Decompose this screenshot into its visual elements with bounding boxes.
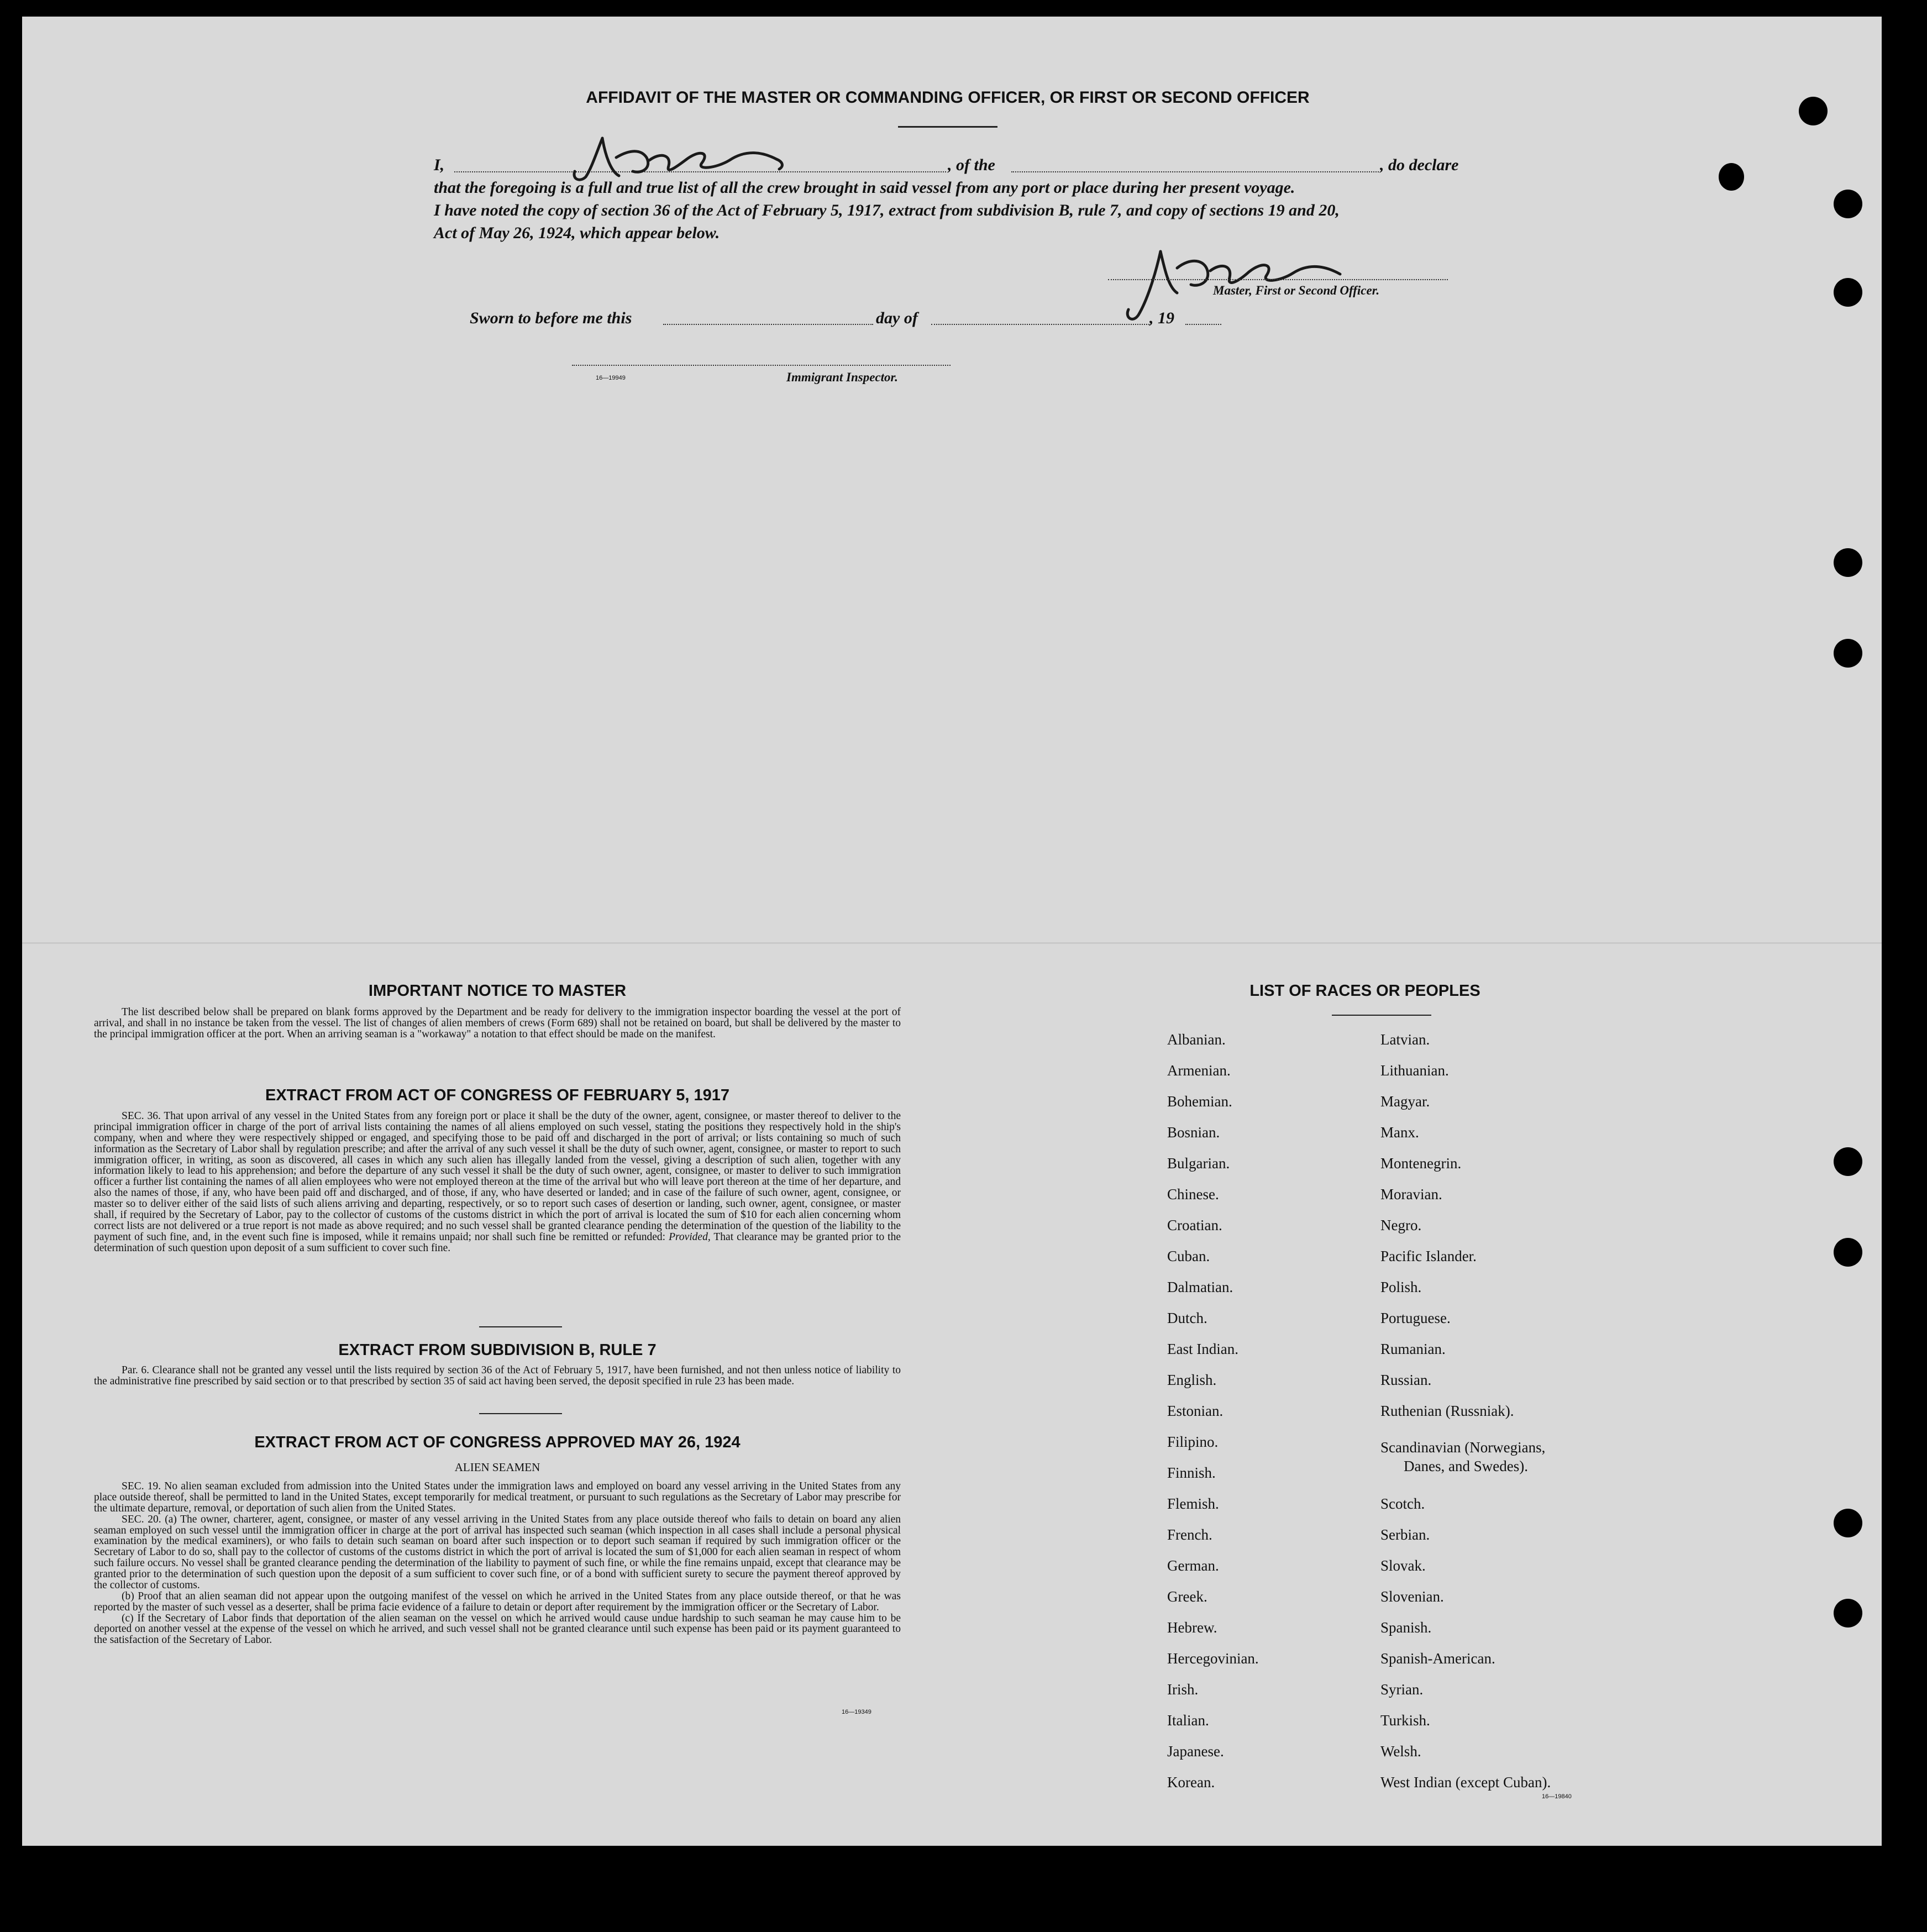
race-item: Chinese. [1167,1186,1219,1203]
race-item: Armenian. [1167,1062,1231,1079]
sworn-year-field[interactable] [1185,324,1221,325]
race-item: Korean. [1167,1774,1215,1791]
sec20b-body: (b) Proof that an alien seaman did not appear upon the outgoing manifest of the vessel on which he arrived in the United States from any place outside thereof, or that he was reported by the master of such vessel as a deserter, shall be prima facie evidence of a failure to detain or deport after requirement by the immigration officer or the Secretary of Labor. [94,1590,901,1613]
races-title: LIST OF RACES OR PEOPLES [1249,982,1480,1000]
race-item: Hebrew. [1167,1619,1217,1636]
race-item: Russian. [1380,1372,1432,1388]
race-item: Magyar. [1380,1093,1430,1110]
races-form-code: 16—19840 [1542,1793,1572,1800]
section-divider [479,1326,562,1327]
binder-hole [1799,97,1828,125]
affidavit-line3: I have noted the copy of section 36 of the Act of February 5, 1917, extract from subdivision B, rule 7, and copy of sections 19 and 20, [434,201,1340,219]
notice-body: The list described below shall be prepared on blank forms approved by the Department and be ready for delivery to the immigration inspector boarding the vessel at the port of arrival, and shall in no instance be taken from the vessel. The list of changes of alien members of crews (Form 689) shall not be retained on board, but shall be delivered by the master to the principal immigration officer at the port. When an arriving seaman is a "workaway" a notation to that effect should be made on the manifest. [94,1006,901,1040]
race-item: Croatian. [1167,1217,1222,1233]
race-item: Serbian. [1380,1526,1430,1543]
binder-hole [1834,278,1862,307]
race-item: Estonian. [1167,1403,1224,1419]
race-item: Latvian. [1380,1031,1430,1048]
race-item: Japanese. [1167,1743,1224,1760]
race-item: Scandinavian (Norwegians, [1380,1439,1546,1456]
sec20c-body: (c) If the Secretary of Labor finds that deportation of the alien seaman on the vessel on which he arrived would cause undue hardship to such seaman he may cause him to be deported on another vessel at the expense of the vessel on which he arrived, and such vessel shall not be granted clearance until such expense has been paid or its payment guaranteed to the satisfaction of the Secretary of Labor. [94,1612,901,1646]
vessel-name-field[interactable] [1011,171,1379,172]
heading-rule [898,126,997,128]
extract-1924-subtitle: ALIEN SEAMEN [454,1461,540,1474]
race-item: German. [1167,1557,1219,1574]
notice-text [94,1007,901,1040]
binder-hole [1719,163,1744,191]
race-item: Pacific Islander. [1380,1248,1477,1264]
officer-caption: Master, First or Second Officer. [1213,284,1380,297]
binder-hole [1834,1238,1862,1267]
race-item: Manx. [1380,1124,1419,1141]
race-item: Spanish-American. [1380,1650,1495,1667]
proviso-word: Provided, [669,1231,711,1243]
extract-1917-title: EXTRACT FROM ACT OF CONGRESS OF FEBRUARY 5, 1917 [265,1086,730,1104]
race-item: Flemish. [1167,1495,1219,1512]
race-item: Slovak. [1380,1557,1426,1574]
binder-hole [1834,1599,1862,1628]
race-item: Bosnian. [1167,1124,1220,1141]
affidavit-line4: Act of May 26, 1924, which appear below. [434,224,720,242]
affidavit-line2: that the foregoing is a full and true list of all the crew brought in said vessel from any port or place during her present voyage. [434,179,1295,197]
section-divider [479,1413,562,1414]
sec20a-body: SEC. 20. (a) The owner, charterer, agent, consignee, or master of any vessel arriving in the United States from any place outside thereof who fails to detain on board any alien seaman employed on such vessel until the immigration officer in charge at the port of arrival has inspected such seaman (which inspection in all cases shall include a personal physical examination by the medical examiners), or who fails to detain such seaman on board after such inspection or to deport such seaman if required by such immigration officer or the Secretary of Labor to do so, shall pay to the collector of customs of the customs district in which the port of arrival is located the sum of $1,000 for each alien seaman in respect of whom such failure occurs. No vessel shall be granted clearance pending the determination of the liability to payment of such fine, or while the fine remains unpaid, except that clearance may be granted prior to the determination of such question upon the deposit of a sum sufficient to cover such fine, or of a bond with sufficient surety to secure the payment thereof approved by the collector of customs. [94,1513,901,1591]
inspector-caption: Immigrant Inspector. [786,370,898,384]
binder-hole [1834,1147,1862,1176]
rule7-title: EXTRACT FROM SUBDIVISION B, RULE 7 [338,1341,657,1359]
race-item: Spanish. [1380,1619,1432,1636]
race-item: Filipino. [1167,1434,1219,1450]
sec36-body: SEC. 36. That upon arrival of any vessel in the United States from any foreign port or place it shall be the duty of the owner, agent, consignee, or master thereof to deliver to the principal immigration officer in charge of the port of arrival lists containing the names of all aliens employed on such vessel, stating the positions they respectively hold in the ship's company, when and where they were respectively shipped or engaged, and specifying those to be paid off and discharged in the port of arrival; or lists containing so much of such information as the Secretary of Labor shall by regulation prescribe; and after the arrival of any such vessel it shall be the duty of such owner, agent, consignee, or master to report to such immigration officer, in writing, as soon as discovered, all cases in which any such alien has illegally landed from the vessel, giving a description of such alien, together with any information likely to lead to his apprehension; and before the departure of any such vessel it shall be the duty of such owner, agent, consignee, or master to deliver to such immigration officer a further list containing the names of all alien employees who were not employed thereon at the time of the arrival but who will leave port thereon at the time of her departure, and also the names of those, if any, who have been paid off and discharged, and of those, if any, who have deserted or landed; and in case of the failure of such owner, agent, consignee, or master so to deliver either of the said lists of such aliens arriving and departing, respectively, or so to report such cases of desertion or landing, such owner, agent, consignee, or master shall, if required by the Secretary of Labor, pay to the collector of customs of the customs district in which the port of arrival is located the sum of $10 for each alien concerning whom correct lists are not delivered or a true report is not made as above required; and no such vessel shall be granted clearance pending the determination of the question of the liability to the payment of such fine, and, in the event such fine is imposed, while it remains unpaid; nor shall such fine be remitted or refunded: [94,1110,901,1243]
race-item: Lithuanian. [1380,1062,1449,1079]
sworn-year: , 19 [1149,309,1174,327]
race-item: Bulgarian. [1167,1155,1230,1172]
affidavit-i: I, [434,156,445,174]
race-item: Welsh. [1380,1743,1421,1760]
race-item: English. [1167,1372,1217,1388]
officer-signature-line[interactable] [1108,279,1448,280]
sworn-day-field[interactable] [663,324,873,325]
race-item: Finnish. [1167,1464,1216,1481]
proviso-rest: That clearance may be granted prior to the determination of such question upon deposit of a sum sufficient to cover such fine. [94,1231,901,1254]
affidavit-heading: AFFIDAVIT OF THE MASTER OR COMMANDING OFFICER, OR FIRST OR SECOND OFFICER [586,88,1310,107]
extract-1924-title: EXTRACT FROM ACT OF CONGRESS APPROVED MAY 26, 1924 [254,1434,741,1451]
race-item: Polish. [1380,1279,1422,1295]
races-title-rule [1332,1015,1431,1016]
sworn-day-of: day of [876,309,918,327]
race-item: French. [1167,1526,1212,1543]
affidavit-of-the: , of the [948,156,995,174]
affidavit-form-code: 16—19949 [596,375,626,381]
race-item: Italian. [1167,1712,1209,1729]
race-item: Ruthenian (Russniak). [1380,1403,1514,1419]
race-item: Dalmatian. [1167,1279,1233,1295]
notice-title: IMPORTANT NOTICE TO MASTER [368,982,627,1000]
inspector-signature-line[interactable] [572,365,951,366]
race-item: Montenegrin. [1380,1155,1462,1172]
race-item: Portuguese. [1380,1310,1451,1326]
extract-form-code: 16—19349 [842,1709,871,1715]
race-item: Bohemian. [1167,1093,1232,1110]
race-item: Scotch. [1380,1495,1425,1512]
affidavit-do-declare: , do declare [1380,156,1459,174]
binder-hole [1834,190,1862,218]
race-item: West Indian (except Cuban). [1380,1774,1551,1791]
rule7-body: Par. 6. Clearance shall not be granted any vessel until the lists required by section 36 of the Act of February 5, 1917, have been furnished, and not then unless notice of liability to the administrative fine prescribed by said section or to that prescribed by section 35 of said act having been served, the deposit specified in rule 23 has been made. [94,1364,901,1387]
race-item: Negro. [1380,1217,1422,1233]
race-item: Greek. [1167,1588,1207,1605]
race-item: Rumanian. [1380,1341,1446,1357]
binder-hole [1834,1509,1862,1537]
race-item: East Indian. [1167,1341,1238,1357]
race-item: Danes, and Swedes). [1404,1458,1528,1474]
race-item: Slovenian. [1380,1588,1444,1605]
binder-hole [1834,548,1862,577]
race-item: Hercegovinian. [1167,1650,1259,1667]
extract-1924-text [94,1481,901,1646]
sworn-month-field[interactable] [931,324,1149,325]
binder-hole [1834,639,1862,668]
fold-line [22,942,1882,944]
race-item: Turkish. [1380,1712,1430,1729]
race-item: Irish. [1167,1681,1199,1698]
sec19-body: SEC. 19. No alien seaman excluded from admission into the United States under the immigration laws and employed on board any vessel arriving in the United States from any place outside thereof, shall be permitted to land in the United States, except temporarily for medical treatment, or pursuant to such regulations as the Secretary of Labor may prescribe for the ultimate departure, removal, or deportation of such alien from the United States. [94,1481,901,1514]
race-item: Albanian. [1167,1031,1226,1048]
extract-1917-text [94,1111,901,1253]
race-item: Moravian. [1380,1186,1442,1203]
race-item: Cuban. [1167,1248,1210,1264]
race-item: Syrian. [1380,1681,1424,1698]
rule7-text [94,1365,901,1387]
race-item: Dutch. [1167,1310,1207,1326]
sworn-text: Sworn to before me this [470,309,632,327]
